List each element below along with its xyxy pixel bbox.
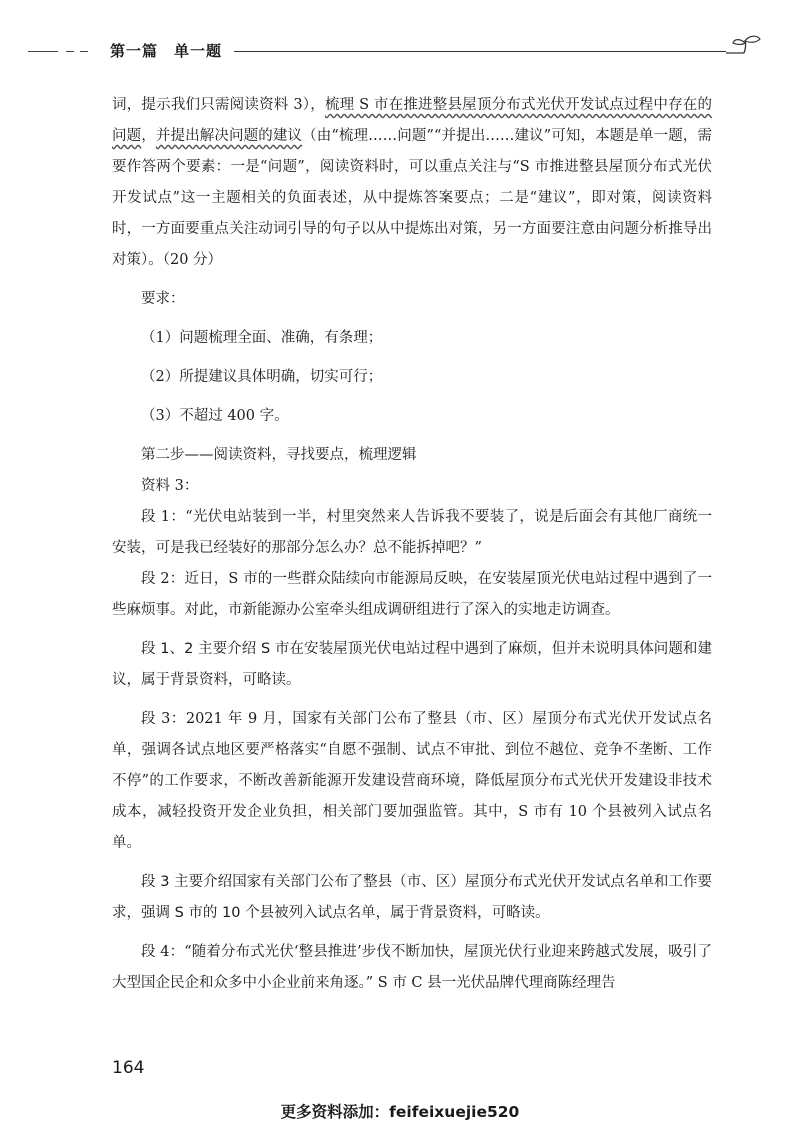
intro-text: （由“梳理……问题”“并提出……建议”可知，本题是单一题，需要作答两个要素：一是“问题”，阅读资料时，可以重点关注与“S 市推进整县屋顶分布式光伏开发试点”这一主题相关的负面表述，从中提炼答案要点；二是“建议”，即对策，阅读资料时，一方面要重点关注动词引导的句子以从中提炼出对策，另一方面要注意由问题分析推导出对策）。（20 分）: [112, 128, 713, 268]
header-title: 第一篇 单一题: [110, 42, 223, 60]
sprout-icon: [726, 34, 768, 60]
page-number: 164: [112, 1058, 145, 1078]
intro-underlined-suggestions: 并提出解决问题的建议: [155, 128, 303, 144]
header-rule: [234, 51, 726, 52]
material-paragraph: 段 1：“光伏电站装到一半，村里突然来人告诉我不要装了，说是后面会有其他厂商统一安装，可是我已经装好的那部分怎么办？总不能拆掉吧？”: [112, 509, 712, 556]
intro-underlined-problems: 梳理 S 市在推进整县屋顶分布式光伏开发试点过程中存在的问题: [112, 97, 712, 144]
step-heading: 第二步——阅读资料，寻找要点，梳理逻辑: [141, 447, 417, 463]
requirement-item: （1）问题梳理全面、准确，有条理；: [141, 330, 383, 346]
header-dash: [80, 51, 88, 52]
analysis-note: 段 3 主要介绍国家有关部门公布了整县（市、区）屋顶分布式光伏开发试点名单和工作要求，强调 S 市的 10 个县被列入试点名单，属于背景资料，可略读。: [112, 874, 712, 921]
analysis-note: 段 1、2 主要介绍 S 市在安装屋顶光伏电站过程中遇到了麻烦，但并未说明具体问题和建议，属于背景资料，可略读。: [112, 641, 712, 688]
header-dash: [28, 51, 58, 52]
requirement-item: （2）所提建议具体明确，切实可行；: [141, 369, 383, 385]
footer-contact: 更多资料添加：feifeixuejie520: [280, 1103, 520, 1121]
header-dash: [66, 51, 74, 52]
intro-paragraph: [112, 90, 712, 276]
material-paragraph: 段 4：“随着分布式光伏‘整县推进’步伐不断加快，屋顶光伏行业迎来跨越式发展，吸引了大型国企民企和众多中小企业前来角逐。” S 市 C 县一光伏品牌代理商陈经理告: [112, 944, 712, 991]
intro-text: ，: [141, 128, 156, 144]
page-content: [112, 90, 712, 999]
page-header: [28, 34, 768, 64]
requirements-title: 要求：: [141, 291, 185, 307]
intro-text: 词，提示我们只需阅读资料 3），: [112, 97, 325, 113]
material-label: 资料 3：: [141, 478, 199, 494]
material-paragraph: 段 3：2021 年 9 月，国家有关部门公布了整县（市、区）屋顶分布式光伏开发试点名单，强调各试点地区要严格落实“自愿不强制、试点不审批、到位不越位、竞争不垄断、工作不停”的工作要求，不断改善新能源开发建设营商环境，降低屋顶分布式光伏开发建设非技术成本，减轻投资开发企业负担，相关部门要加强监管。其中，S 市有 10 个县被列入试点名单。: [112, 711, 712, 851]
material-paragraph: 段 2：近日，S 市的一些群众陆续向市能源局反映，在安装屋顶光伏电站过程中遇到了一些麻烦事。对此，市新能源办公室牵头组成调研组进行了深入的实地走访调查。: [112, 571, 712, 618]
requirement-item: （3）不超过 400 字。: [141, 408, 289, 424]
